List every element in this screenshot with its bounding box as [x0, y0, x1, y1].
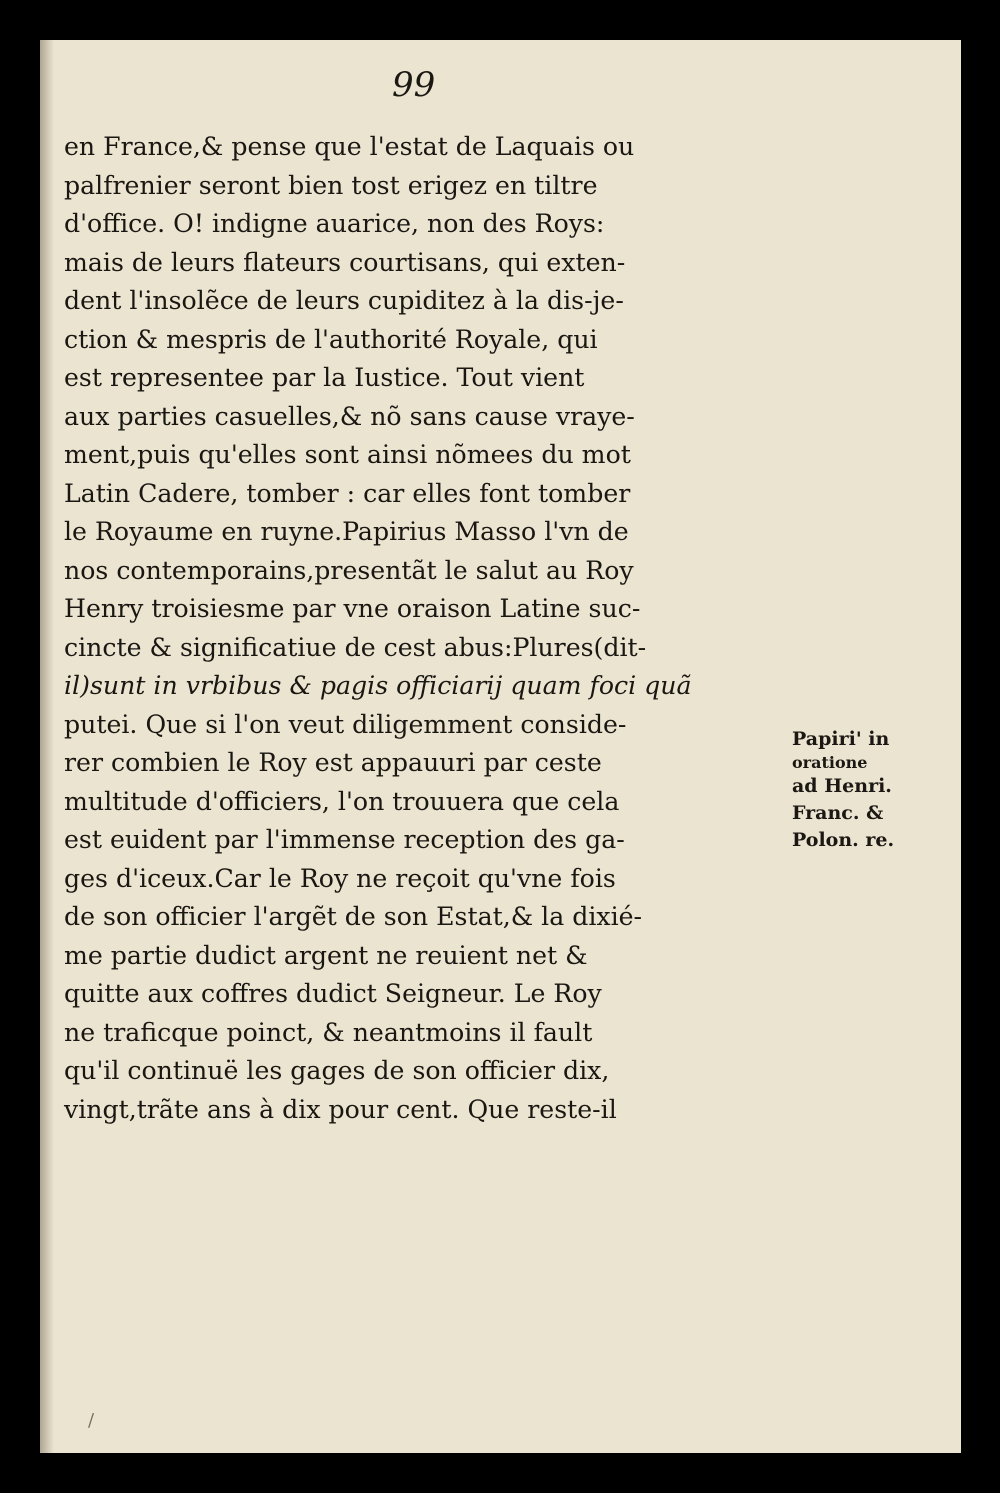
text-line: vingt,trãte ans à dix pour cent. Que reste-il [64, 1094, 617, 1124]
text-line: Henry troisiesme par vne oraison Latine suc- [64, 594, 641, 623]
text-line: le Royaume en ruyne.Papirius Masso l'vn de [64, 517, 629, 546]
text-line: nos contemporains,presentãt le salut au Roy [64, 555, 634, 585]
text-line: il)sunt in vrbibus & pagis officiarij quam foci quã [64, 671, 692, 700]
text-line: multitude d'officiers, l'on trouuera que cela [64, 786, 620, 816]
text-line: est representee par la Iustice. Tout vient [64, 363, 585, 392]
text-line: palfrenier seront bien tost erigez en tiltre [64, 170, 598, 200]
text-line: qu'il continuë les gages de son officier dix, [64, 1056, 610, 1085]
text-line: en France,& pense que l'estat de Laquais ou [64, 132, 635, 161]
text-line: cincte & significatiue de cest abus:Plures(dit- [64, 632, 647, 662]
marginal-note [792, 726, 960, 854]
text-line: ction & mespris de l'authorité Royale, qui [64, 324, 598, 354]
text-line: est euident par l'immense reception des ga- [64, 825, 625, 854]
gutter-shadow [40, 40, 54, 1453]
marginal-note-line: ad Henri. [792, 775, 892, 797]
text-line: rer combien le Roy est appauuri par ceste [64, 748, 602, 777]
text-line: putei. Que si l'on veut diligemment conside- [64, 709, 627, 739]
marginal-note-line: Papiri' in [792, 728, 890, 750]
text-line: dent l'insolẽce de leurs cupiditez à la dis-je- [64, 286, 624, 315]
marginal-note-line: Franc. & [792, 802, 884, 824]
text-line: Latin Cadere, tomber : car elles font tomber [64, 478, 631, 508]
text-line: ges d'iceux.Car le Roy ne reçoit qu'vne fois [64, 863, 616, 893]
text-line: me partie dudict argent ne reuient net & [64, 940, 588, 970]
text-line: d'office. O! indigne auarice, non des Roys: [64, 209, 605, 238]
text-line: ne traficque poinct, & neantmoins il fault [64, 1017, 593, 1047]
text-line: aux parties casuelles,& nõ sans cause vraye- [64, 401, 635, 431]
book-page [40, 40, 961, 1453]
ink-mark: / [88, 1410, 95, 1431]
text-line: mais de leurs flateurs courtisans, qui exten- [64, 247, 626, 277]
marginal-note-line: oratione [792, 753, 868, 772]
text-line: quitte aux coffres dudict Seigneur. Le Roy [64, 979, 602, 1008]
text-line: de son officier l'argẽt de son Estat,& la dixié- [64, 902, 643, 931]
page-number: 99 [392, 65, 436, 105]
text-line: ment,puis qu'elles sont ainsi nõmees du mot [64, 440, 631, 469]
body-text [64, 128, 794, 1129]
marginal-note-line: Polon. re. [792, 829, 895, 851]
